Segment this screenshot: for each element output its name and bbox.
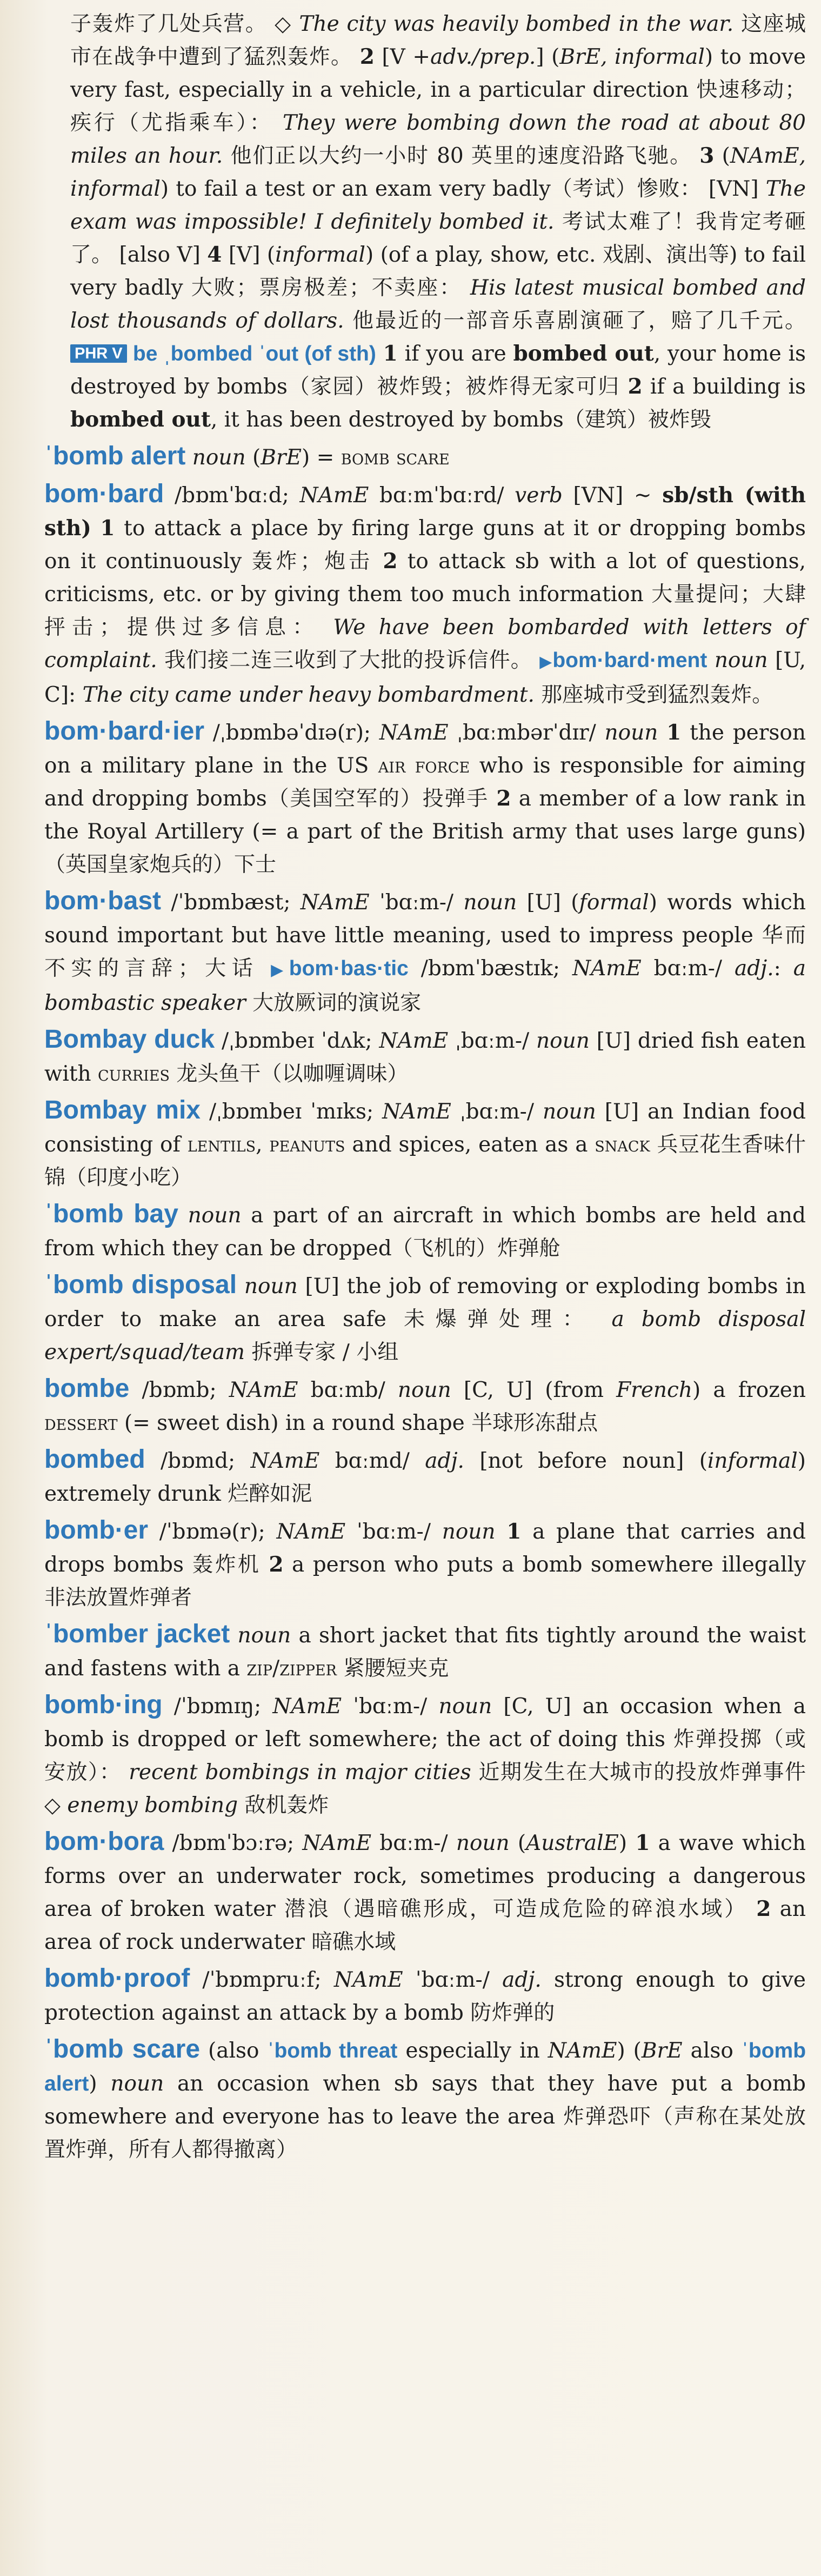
example-text: a bomb disposal expert/squad/team [44, 1307, 806, 1364]
definition-text: ) extremely drunk 烂醉如泥 [44, 1449, 806, 1506]
text-run: ( [509, 1831, 526, 1855]
definition-text: strong enough to give protection against an attack by a bomb 防炸弹的 [44, 1968, 806, 2025]
definition-text: a plane that carries and drops bombs 轰炸机 [44, 1520, 806, 1577]
text-run: if a building is [642, 375, 806, 399]
cross-reference: curries [98, 1062, 170, 1086]
text-run: ) [89, 2072, 111, 2096]
usage-label: NAmE [572, 956, 642, 981]
text-run: [C, U] (from [451, 1378, 617, 1402]
pronunciation: ˌbɑːmbərˈdɪr/ [448, 721, 605, 745]
pronunciation: ˈbɑːm-/ [342, 1694, 439, 1719]
example-text: The exam was impossible! I definitely bombed it. [70, 177, 806, 234]
variant-headword: ˈbomb alert [44, 2039, 806, 2095]
text-run: 子轰炸了几处兵营。 ◇ [70, 12, 299, 36]
definition-text: ) to move very fast, especially in a vehicle, in a particular direction 快速移动；疾行（尤指乘车）： [70, 45, 806, 135]
entry-bombed [44, 1443, 806, 1510]
definition-text: ) a frozen [692, 1378, 806, 1402]
usage-label: French [616, 1378, 692, 1402]
usage-label: NAmE [300, 890, 370, 915]
text-run [91, 516, 101, 541]
definition-text: an occasion when sb says that they have put a bomb somewhere and everyone has to leave the area 炸弹恐吓（声称在某处放置炸弹，所有人都得撤离） [44, 2072, 806, 2162]
usage-label: NAmE [272, 1694, 342, 1719]
definition-text: a wave which forms over an underwater rock, sometimes producing a dangerous area of broken water 潜浪（遇暗礁形成，可造成危险的碎浪水域） [44, 1831, 806, 1921]
headword: ˈbomb scare [44, 2035, 201, 2064]
sense-number: 2 [383, 549, 398, 574]
example-text: We have been bombarded with letters of complaint. [44, 615, 806, 673]
text-run: ) [618, 1831, 636, 1855]
example-text: They were bombing down the road at about 80 miles an hour. [70, 111, 806, 168]
headword: bom·bast [44, 887, 161, 915]
headword: bombe [44, 1374, 130, 1403]
definition-text: 紧腰短夹克 [336, 1656, 449, 1681]
entry-bombing [44, 1688, 806, 1822]
headword: bom·bard·ier [44, 717, 205, 745]
headword: Bombay mix [44, 1096, 201, 1124]
pronunciation: /bɒmˈbæstɪk; [408, 956, 572, 981]
headword: bomb·proof [44, 1964, 190, 1993]
text-run: 这座城市在战争中遭到了猛烈轰炸。 [70, 12, 806, 69]
headword: ˈbomb bay [44, 1200, 178, 1228]
text-run: 考试太难了！我肯定考砸了。 [also V] [70, 210, 806, 267]
text-run: 大放厥词的演说家 [245, 991, 422, 1015]
cross-reference: snack [595, 1133, 650, 1157]
headword: bombed [44, 1445, 145, 1474]
cross-reference: lentils [187, 1133, 256, 1157]
entry-bombproof [44, 1962, 806, 2029]
pronunciation: ˌbɑːm-/ [451, 1100, 543, 1124]
text-run: (also [200, 2039, 268, 2063]
pronunciation: /ˌbɒmbəˈdɪə(r); [204, 721, 379, 745]
text-run: [V [374, 45, 413, 69]
entry-bombardier [44, 715, 806, 881]
usage-label: NAmE [333, 1968, 403, 1992]
bold-phrase: bombed out [513, 341, 654, 366]
sense-number: 1 [666, 720, 682, 745]
text-run: ) ( [617, 2039, 642, 2063]
definition-text: a member of a low rank in the Royal Artillery (= a part of the British army that uses large guns)（英国皇家炮兵的）下士 [44, 787, 806, 877]
usage-label: BrE [261, 445, 302, 470]
text-run: ) = [302, 445, 341, 470]
example-text: enemy bombing [67, 1793, 238, 1818]
part-of-speech: adj. [425, 1449, 464, 1473]
pronunciation: /ˌbɒmbeɪ ˈdʌk; [215, 1029, 379, 1053]
pronunciation: /ˌbɒmbeɪ ˈmɪks; [201, 1100, 383, 1124]
usage-label: BrE, informal [559, 45, 705, 69]
usage-label: NAmE [548, 2039, 617, 2063]
definition-text: (= sweet dish) in a round shape 半球形冻甜点 [117, 1411, 598, 1435]
entry-bomb-disposal [44, 1268, 806, 1369]
usage-label: AustralE [526, 1831, 619, 1855]
entry-bombe [44, 1372, 806, 1440]
triangle-marker-icon: ▶ [539, 653, 553, 671]
pronunciation: ˈbɑːm-/ [345, 1520, 442, 1544]
definition-text: a short jacket that fits tightly around the waist and fastens with a [44, 1623, 806, 1681]
cross-reference: air force [378, 754, 470, 778]
text-run [376, 342, 383, 366]
text-run: also [682, 2039, 742, 2063]
sense-number: 2 [269, 1552, 284, 1577]
text-run [707, 648, 714, 673]
pronunciation: bɑːmd/ [319, 1449, 425, 1473]
sense-number: 1 [100, 516, 115, 541]
sense-number: 4 [207, 242, 222, 267]
definition-text: 龙头鱼干（以咖喱调味） [170, 1062, 409, 1086]
pronunciation: /bɒmˈbɑːd; [164, 483, 300, 508]
usage-label: NAmE [302, 1831, 372, 1855]
usage-label: informal [275, 243, 365, 267]
text-run [658, 721, 666, 745]
grammar-label: +adv./prep. [412, 45, 536, 69]
entry-bomber-jacket [44, 1618, 806, 1685]
text-run: 敌机轰炸 [238, 1793, 329, 1818]
part-of-speech: adj. [502, 1968, 542, 1992]
text-run: [VN] ~ [562, 483, 663, 508]
definition-text: and spices, eaten as a [345, 1133, 595, 1157]
text-run: [U, C]: [44, 648, 806, 707]
usage-label: informal [707, 1449, 798, 1473]
headword: ˈbomb disposal [44, 1270, 237, 1299]
text-run [230, 1623, 237, 1648]
derived-word: bom·bas·tic [289, 957, 409, 980]
entry-bomb-alert [44, 440, 806, 474]
definition-text: [U] the job of removing or exploding bombs in order to make an area safe 未爆弹处理： [44, 1274, 806, 1332]
definition-text: the person on a military plane in the US [44, 721, 806, 778]
triangle-marker-icon: ▶ [271, 961, 289, 980]
entry-bombay-duck [44, 1023, 806, 1090]
pronunciation: /ˈbɒmɪŋ; [162, 1694, 273, 1719]
pronunciation: /ˈbɒmpruːf; [190, 1968, 334, 1992]
sense-number: 2 [628, 374, 643, 399]
pronunciation: bɑːm-/ [641, 956, 735, 981]
definition-text: , it has been destroyed by bombs（建筑）被炸毁 [210, 408, 711, 432]
text-run: ] ( [536, 45, 560, 69]
part-of-speech: noun [463, 890, 517, 915]
entry-bombay-mix [44, 1094, 806, 1194]
headword: Bombay duck [44, 1025, 215, 1054]
text-run: 近期发生在大城市的投放炸弹事件 ◇ [44, 1760, 806, 1818]
part-of-speech: noun [714, 648, 768, 673]
cross-reference: bomb scare [341, 445, 450, 470]
bold-phrase: bombed out [70, 407, 211, 432]
pronunciation: bɑːmb/ [298, 1378, 398, 1402]
pronunciation: bɑːmˈbɑːrd/ [369, 483, 515, 508]
definition-text: to attack sb with a lot of questions, criticisms, etc. or by giving them too much information 大量提问；大肆抨击；提供过多信息： [44, 549, 806, 640]
usage-label: NAmE [276, 1520, 346, 1544]
part-of-speech: noun [110, 2072, 164, 2096]
bold-phrase: sb/sth (with sth) [44, 483, 806, 541]
text-run [496, 1520, 507, 1544]
definition-text: [C, U] an occasion when a bomb is dropped or left somewhere; the act of doing this 炸弹投掷（或安放）： [44, 1694, 806, 1785]
headword: ˈbomb alert [44, 442, 186, 470]
cross-reference: zip/zipper [246, 1656, 337, 1681]
sense-number: 2 [756, 1896, 771, 1921]
definition-text: ) (of a play, show, etc. 戏剧、演出等) to fail very badly 大败；票房极差；不卖座： [70, 243, 806, 300]
usage-label: NAmE [250, 1449, 320, 1473]
part-of-speech: noun [244, 1274, 298, 1299]
definition-text: [U] an Indian food consisting of [44, 1100, 806, 1157]
entry-bomb-verb-continued [44, 8, 806, 436]
cross-reference: dessert [44, 1411, 118, 1435]
text-run: , [256, 1133, 270, 1157]
pronunciation: /ˈbɒmbæst; [161, 890, 301, 915]
text-run [185, 445, 192, 470]
part-of-speech: noun [438, 1694, 492, 1719]
entry-bomb-scare [44, 2033, 806, 2166]
part-of-speech: noun [397, 1378, 451, 1402]
usage-label: NAmE [382, 1100, 451, 1124]
entry-bombora [44, 1825, 806, 1959]
pronunciation: /ˈbɒmə(r); [148, 1520, 277, 1544]
example-text: recent bombings in major cities [129, 1760, 471, 1785]
usage-label: NAmE [229, 1378, 298, 1402]
pronunciation: /bɒmd; [145, 1449, 251, 1473]
variant-headword: ˈbomb threat [267, 2039, 398, 2062]
definition-text: ) to fail a test or an exam very badly（考试）惨败： [VN] [160, 177, 766, 201]
text-run: [U] ( [517, 890, 579, 915]
sense-number: 1 [383, 341, 398, 366]
text-run: 他最近的一部音乐喜剧演砸了，赔了几千元。 [344, 309, 806, 333]
part-of-speech: noun [442, 1520, 496, 1544]
text-run: : [773, 956, 793, 981]
definition-text: who is responsible for aiming and dropping bombs（美国空军的）投弹手 [44, 754, 806, 811]
text-run: [not before noun] ( [464, 1449, 707, 1473]
pronunciation: ˈbɑːm-/ [369, 890, 464, 915]
usage-label: NAmE [379, 721, 449, 745]
part-of-speech: noun [188, 1203, 242, 1228]
part-of-speech: adj. [734, 956, 774, 981]
sense-number: 2 [359, 44, 375, 69]
entry-bombast [44, 884, 806, 1020]
sense-number: 1 [635, 1831, 650, 1855]
pronunciation: ˈbɑːm-/ [403, 1968, 503, 1992]
text-run [237, 1274, 244, 1299]
usage-label: NAmE [379, 1029, 449, 1053]
definition-text: 兵豆花生香味什锦（印度小吃） [44, 1133, 806, 1190]
headword: bomb·ing [44, 1690, 163, 1719]
text-run: if you are [397, 342, 513, 366]
sense-number: 1 [506, 1519, 522, 1544]
definition-text: , your home is destroyed by bombs（家园）被炸毁；被炸得无家可归 [70, 342, 806, 399]
definition-text: ) words which sound important but have little meaning, used to impress people 华而不实的言辞；大话 [44, 890, 806, 981]
definition-text: to attack a place by firing large guns at it or dropping bombs on it continuously 轰炸；炮击 [44, 516, 806, 574]
text-run: ( [245, 445, 261, 470]
derived-word: bom·bard·ment [552, 649, 707, 672]
definition-text: an area of rock underwater 暗礁水域 [44, 1897, 806, 1954]
headword: ˈbomber jacket [44, 1620, 230, 1648]
headword: bom·bard [44, 480, 164, 508]
headword: bomb·er [44, 1516, 148, 1545]
example-text: His latest musical bombed and lost thousands of dollars. [70, 276, 806, 333]
part-of-speech: verb [515, 483, 563, 508]
usage-label: NAmE, informal [70, 144, 806, 201]
example-text: a bombastic speaker [44, 956, 806, 1015]
sense-number: 2 [496, 786, 511, 811]
entry-bomber [44, 1514, 806, 1614]
text-run: [V] ( [222, 243, 276, 267]
phrasal-verb-badge: PHR V [70, 344, 127, 363]
part-of-speech: noun [456, 1831, 510, 1855]
definition-text: a person who puts a bomb somewhere illegally 非法放置炸弹者 [44, 1553, 806, 1610]
part-of-speech: noun [604, 721, 658, 745]
pronunciation: /bɒmˈbɔːrə; [164, 1831, 303, 1855]
text-run: 拆弹专家 / 小组 [245, 1340, 399, 1364]
example-text: The city was heavily bombed in the war. [299, 12, 734, 36]
definition-text: [U] dried fish eaten with [44, 1029, 806, 1086]
definition-text: a part of an aircraft in which bombs are held and from which they can be dropped（飞机的）炸弹舱 [44, 1203, 806, 1261]
text-run: 我们接二连三收到了大批的投诉信件。 [157, 648, 540, 673]
pronunciation: bɑːm-/ [371, 1831, 456, 1855]
example-text: The city came under heavy bombardment. [82, 683, 535, 707]
text-run: ( [714, 144, 730, 168]
phrasal-verb-headword: be ˌbombed ˈout (of sth) [126, 342, 376, 365]
entry-bombard [44, 477, 806, 711]
part-of-speech: noun [542, 1100, 596, 1124]
part-of-speech: noun [192, 445, 246, 470]
part-of-speech: noun [237, 1623, 291, 1648]
text-run: 那座城市受到猛烈轰炸。 [534, 683, 773, 707]
pronunciation: ˌbɑːm-/ [448, 1029, 536, 1053]
headword: bom·bora [44, 1827, 164, 1856]
cross-reference: peanuts [269, 1133, 345, 1157]
usage-label: formal [579, 890, 649, 915]
pronunciation: /bɒmb; [129, 1378, 229, 1402]
text-run: especially in [397, 2039, 548, 2063]
sense-number: 3 [699, 143, 715, 168]
usage-label: BrE [641, 2039, 683, 2063]
part-of-speech: noun [536, 1029, 590, 1053]
usage-label: NAmE [299, 483, 369, 508]
text-run [178, 1203, 188, 1228]
entry-bomb-bay [44, 1197, 806, 1265]
text-run: 他们正以大约一小时 80 英里的速度沿路飞驰。 [223, 144, 700, 168]
